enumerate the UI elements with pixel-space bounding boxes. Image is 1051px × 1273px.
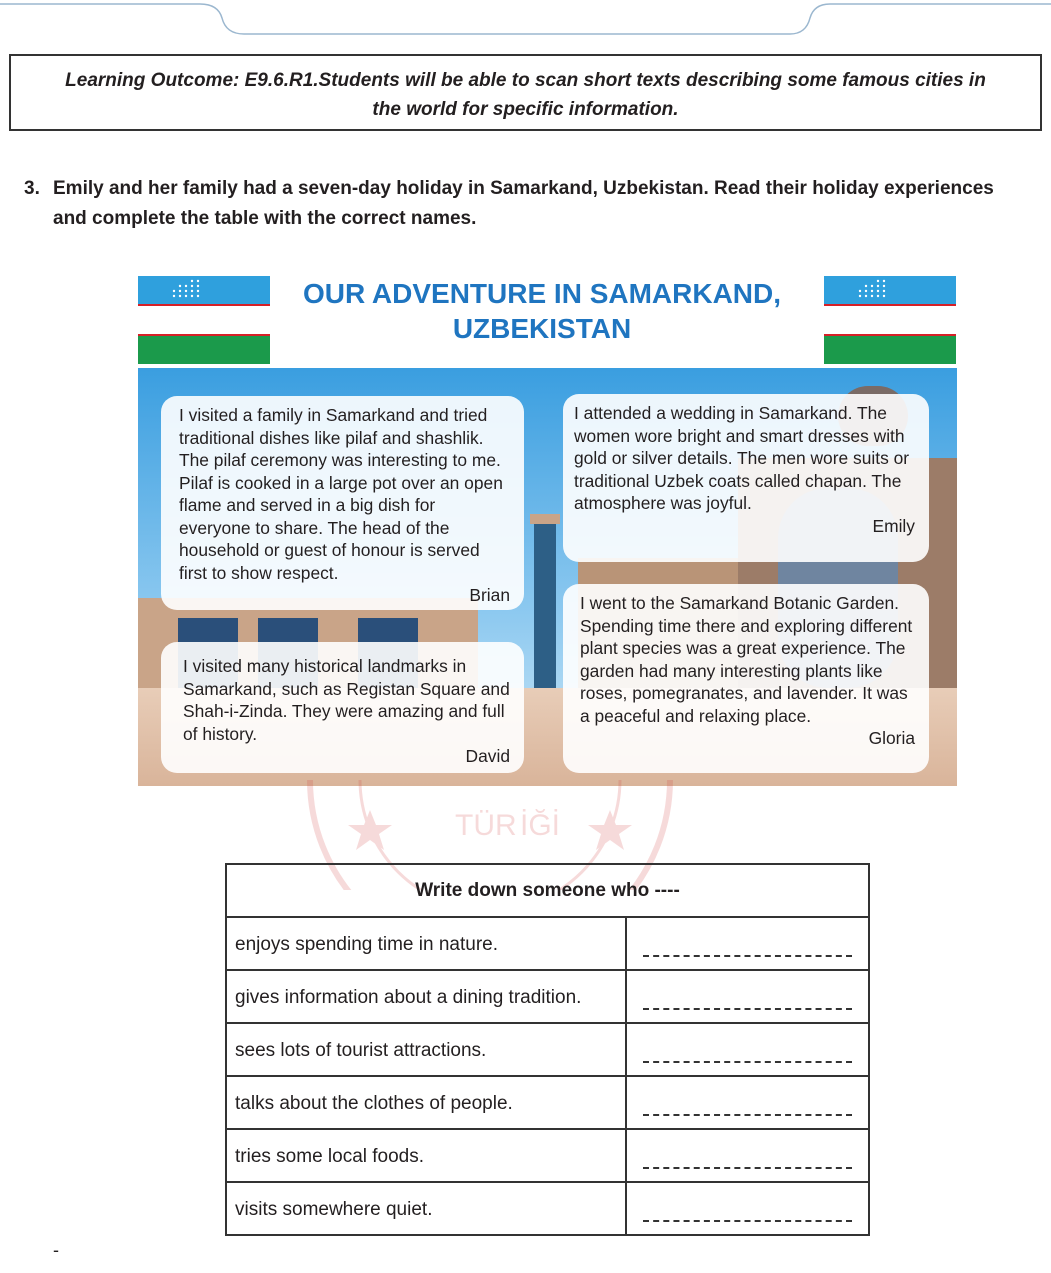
david-card-text: I visited many historical landmarks in Samarkand, such as Registan Square and Shah-i-Zinda. They were amazing and full of history.	[183, 656, 510, 744]
brian-card	[161, 396, 524, 610]
poster-title-line2: UZBEKISTAN	[452, 313, 632, 344]
brian-card-text: I visited a family in Samarkand and tried traditional dishes like pilaf and shashlik. The pilaf ceremony was interesting to me. Pilaf is cooked in a large pot over an open flame and served in a big dish for everyone to share. The head of the household or guest of honour is served first to show respect.	[179, 405, 503, 583]
answer-blank[interactable]	[626, 970, 869, 1023]
answer-blank[interactable]	[626, 1129, 869, 1182]
gloria-card-text: I went to the Samarkand Botanic Garden. Spending time there and exploring different plant species was a great experience. The garden had many interesting plants like roses, pomegranates, and lavender. It was a peaceful and relaxing place.	[580, 593, 913, 726]
table-row	[226, 1076, 869, 1129]
row-prompt: gives information about a dining tradition.	[226, 970, 626, 1023]
page-header-tab	[0, 0, 1051, 40]
learning-outcome-line2: the world for specific information.	[372, 99, 679, 120]
table-header: Write down someone who ----	[226, 864, 869, 917]
learning-outcome-line1: Learning Outcome: E9.6.R1.Students will be able to scan short texts describing some famous cities in	[65, 70, 986, 91]
emily-card	[563, 394, 929, 562]
david-card	[161, 642, 524, 773]
row-prompt: sees lots of tourist attractions.	[226, 1023, 626, 1076]
question-number: 3.	[24, 178, 40, 199]
brian-card-name: Brian	[469, 585, 510, 605]
table-row	[226, 970, 869, 1023]
emily-card-text: I attended a wedding in Samarkand. The women wore bright and smart dresses with gold or silver details. The men wore suits or traditional Uzbek coats called chapan. The atmosphere was joyful.	[574, 403, 910, 513]
gloria-card	[563, 584, 929, 773]
gloria-card-name: Gloria	[868, 728, 915, 748]
learning-outcome-box	[9, 54, 1042, 131]
answer-table	[225, 863, 870, 1236]
uzbekistan-flag-right	[824, 276, 956, 364]
table-row	[226, 1129, 869, 1182]
question-instruction	[24, 174, 1004, 234]
svg-text:İĞİ: İĞİ	[520, 809, 561, 842]
emily-card-name: Emily	[872, 515, 915, 536]
crescent-stars-icon	[836, 278, 896, 302]
row-prompt: talks about the clothes of people.	[226, 1076, 626, 1129]
row-prompt: enjoys spending time in nature.	[226, 917, 626, 970]
uzbekistan-flag-left	[138, 276, 270, 364]
row-prompt: tries some local foods.	[226, 1129, 626, 1182]
answer-blank[interactable]	[626, 917, 869, 970]
poster-title	[272, 276, 812, 346]
answer-blank[interactable]	[626, 1182, 869, 1235]
crescent-stars-icon	[150, 278, 210, 302]
question-text: Emily and her family had a seven-day holiday in Samarkand, Uzbekistan. Read their holiday experiences and complete the table with the correct names.	[53, 178, 994, 229]
david-card-name: David	[465, 746, 510, 766]
table-row	[226, 917, 869, 970]
table-row	[226, 1023, 869, 1076]
table-row	[226, 1182, 869, 1235]
footer-mark: -	[53, 1240, 59, 1260]
answer-blank[interactable]	[626, 1076, 869, 1129]
svg-text:TÜR: TÜR	[455, 809, 517, 842]
row-prompt: visits somewhere quiet.	[226, 1182, 626, 1235]
answer-blank[interactable]	[626, 1023, 869, 1076]
poster-title-line1: OUR ADVENTURE IN SAMARKAND,	[302, 278, 782, 309]
